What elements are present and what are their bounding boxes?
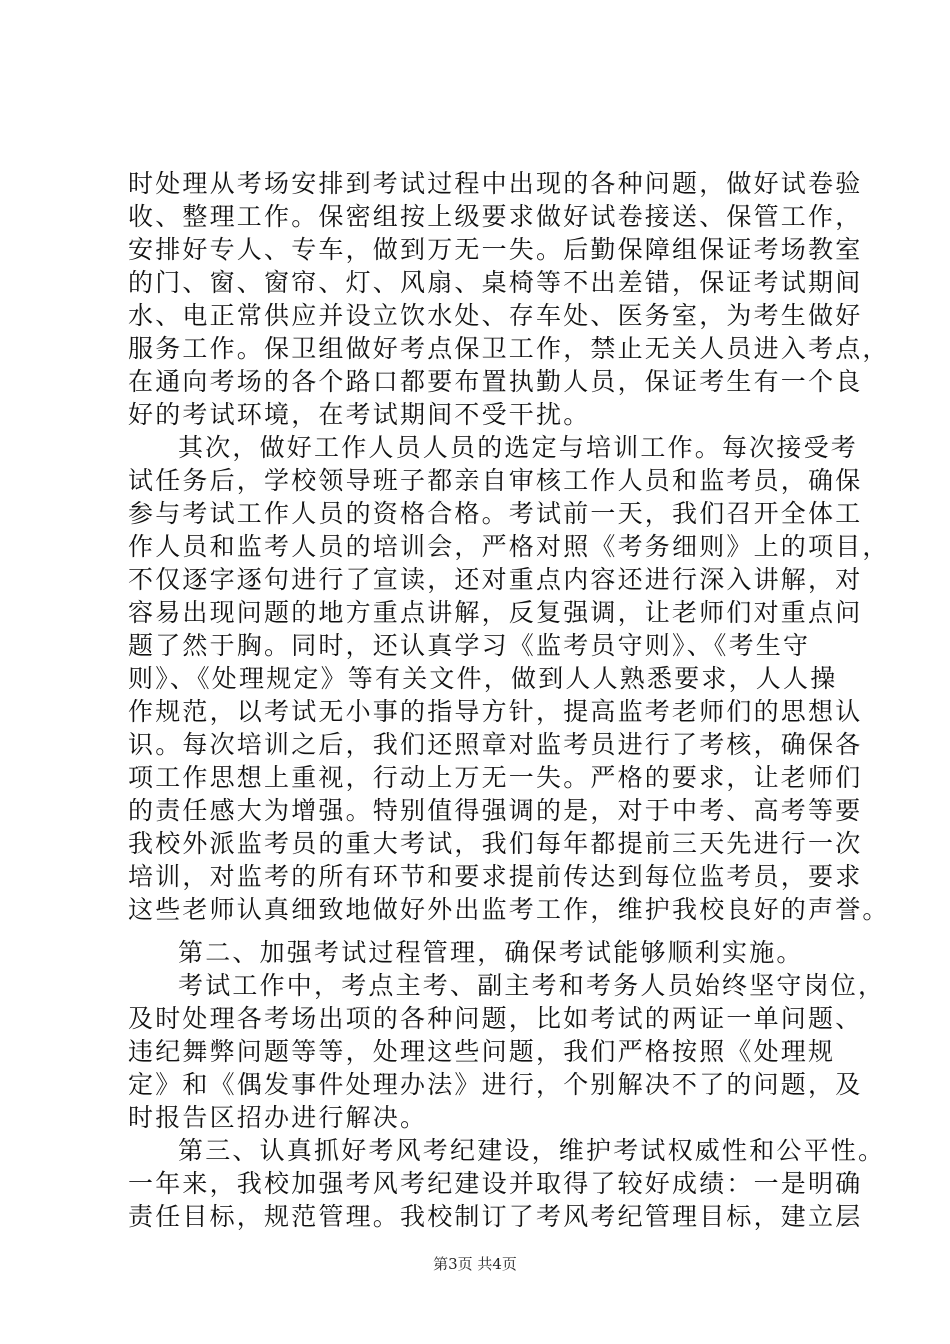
text-line: 收、整理工作。保密组按上级要求做好试卷接送、保管工作， (128, 202, 863, 231)
text-line: 这些老师认真细致地做好外出监考工作，维护我校良好的声誉。 (128, 895, 890, 924)
text-line: 题了然于胸。同时，还认真学习《监考员守则》、《考生守 (128, 631, 811, 660)
page-number-footer: 第3页 共4页 (433, 1255, 517, 1273)
text-line: 水、电正常供应并设立饮水处、存车处、医务室，为考生做好 (128, 301, 863, 330)
text-line: 参与考试工作人员的资格合格。考试前一天，我们召开全体工 (128, 499, 863, 528)
text-line: 及时处理各考场出项的各种问题，比如考试的两证一单问题、 (128, 1004, 863, 1033)
text-line: 我校外派监考员的重大考试，我们每年都提前三天先进行一次 (128, 829, 863, 858)
text-line: 责任目标，规范管理。我校制订了考风考纪管理目标，建立层 (128, 1202, 863, 1231)
paragraph-first-line: 其次，做好工作人员人员的选定与培训工作。每次接受考 (178, 433, 859, 462)
text-line: 项工作思想上重视，行动上万无一失。严格的要求，让老师们 (128, 763, 863, 792)
text-line: 培训，对监考的所有环节和要求提前传达到每位监考员，要求 (128, 862, 863, 891)
text-line: 违纪舞弊问题等等，处理这些问题，我们严格按照《处理规 (128, 1037, 836, 1066)
text-line: 则》、《处理规定》等有关文件，做到人人熟悉要求，人人操 (128, 664, 838, 693)
text-line: 好的考试环境，在考试期间不受干扰。 (128, 400, 591, 429)
text-line: 作规范，以考试无小事的指导方针，提高监考老师们的思想认 (128, 697, 863, 726)
text-line: 容易出现问题的地方重点讲解，反复强调，让老师们对重点问 (128, 598, 863, 627)
text-line: 不仅逐字逐句进行了宣读，还对重点内容还进行深入讲解，对 (128, 565, 863, 594)
text-line: 识。每次培训之后，我们还照章对监考员进行了考核，确保各 (128, 730, 863, 759)
text-line: 服务工作。保卫组做好考点保卫工作，禁止无关人员进入考点， (128, 334, 890, 363)
section-heading: 第二、加强考试过程管理，确保考试能够顺利实施。 (178, 938, 804, 967)
text-line: 在通向考场的各个路口都要布置执勤人员，保证考生有一个良 (128, 367, 863, 396)
text-line: 时处理从考场安排到考试过程中出现的各种问题，做好试卷验 (128, 169, 863, 198)
text-line: 的责任感大为增强。特别值得强调的是，对于中考、高考等要 (128, 796, 863, 825)
text-line: 安排好专人、专车，做到万无一失。后勤保障组保证考场教室 (128, 235, 863, 264)
text-line: 的门、窗、窗帘、灯、风扇、桌椅等不出差错，保证考试期间 (128, 268, 863, 297)
text-line: 定》和《偶发事件处理办法》进行，个别解决不了的问题，及 (128, 1070, 863, 1099)
text-line: 作人员和监考人员的培训会，严格对照《考务细则》上的项目， (128, 532, 890, 561)
text-line: 试任务后，学校领导班子都亲自审核工作人员和监考员，确保 (128, 466, 863, 495)
text-line: 一年来，我校加强考风考纪建设并取得了较好成绩：一是明确 (128, 1169, 863, 1198)
section-heading: 第三、认真抓好考风考纪建设，维护考试权威性和公平性。 (178, 1136, 886, 1165)
paragraph-first-line: 考试工作中，考点主考、副主考和考务人员始终坚守岗位， (178, 971, 886, 1000)
text-line: 时报告区招办进行解决。 (128, 1103, 428, 1132)
